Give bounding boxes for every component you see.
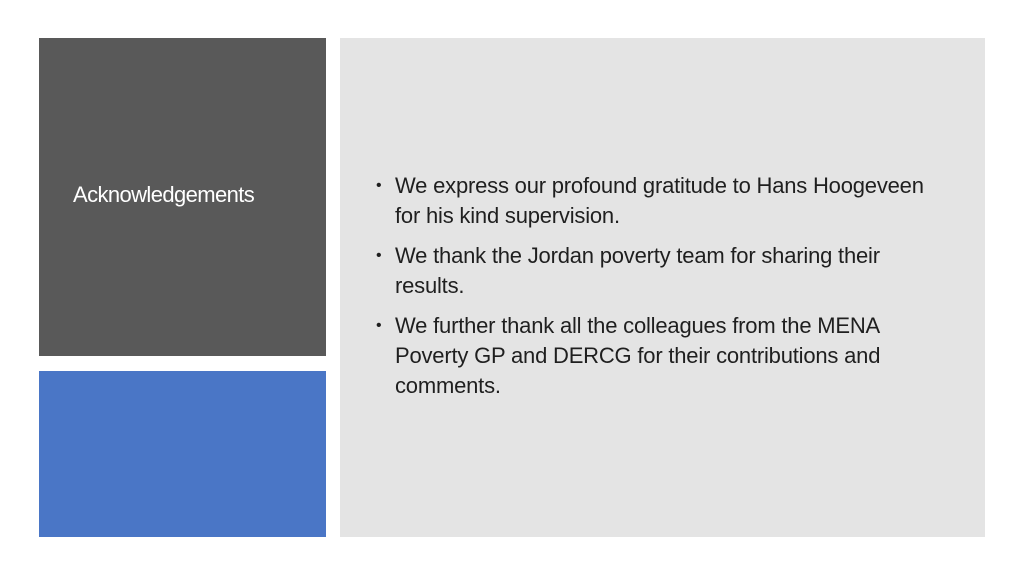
bullet-list [374,171,934,411]
bullet-text: We express our profound gratitude to Hans Hoogeveen for his kind supervision. [395,173,924,228]
bullet-item [374,241,934,301]
bullet-icon: • [376,317,382,334]
bullet-text: We thank the Jordan poverty team for sharing their results. [395,243,880,298]
slide-title: Acknowledgements [73,182,255,207]
bullet-icon: • [376,177,382,194]
bullet-icon: • [376,247,382,264]
bullet-item [374,311,934,401]
accent-panel [39,371,326,537]
content-panel [340,38,985,537]
bullet-text: We further thank all the colleagues from the MENA Poverty GP and DERCG for their contributions and comments. [395,313,881,398]
title-panel [39,38,326,356]
bullet-item [374,171,934,231]
